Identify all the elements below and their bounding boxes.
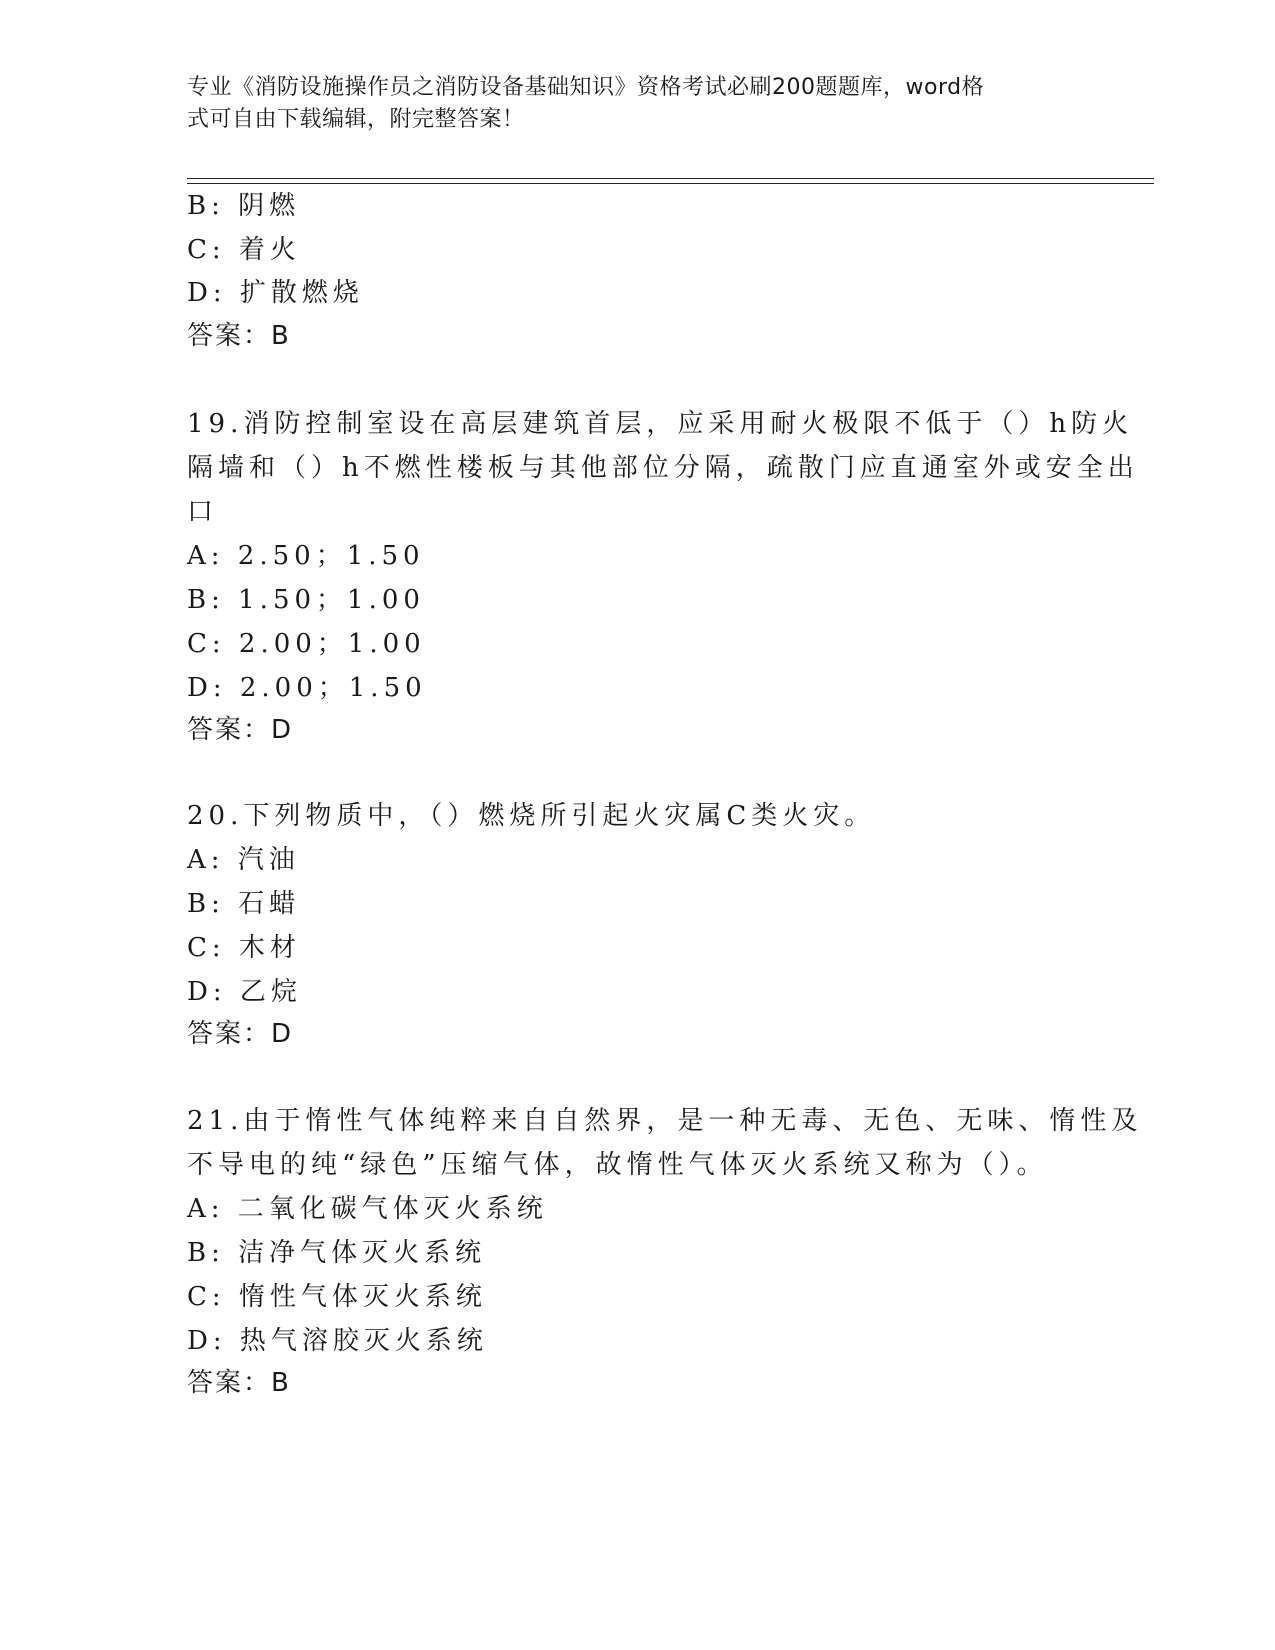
option-line: C: 惰性气体灭火系统 <box>187 1282 487 1312</box>
option-line: A: 汽油 <box>187 845 300 875</box>
option-line: D: 扩散燃烧 <box>187 278 364 308</box>
answer-line: 答案：D <box>187 715 294 745</box>
option-line: D: 乙烷 <box>187 977 302 1007</box>
option-line: D: 热气溶胶灭火系统 <box>187 1326 488 1356</box>
header-line-2: 式可自由下载编辑，附完整答案！ <box>187 107 525 132</box>
option-line: B: 阴燃 <box>187 191 301 221</box>
option-line: C: 着火 <box>187 235 301 265</box>
option-line: A: 二氧化碳气体灭火系统 <box>187 1194 548 1224</box>
option-line: C: 2.00；1.00 <box>187 629 426 659</box>
question-text: 口 <box>187 497 219 527</box>
option-line: D: 2.00；1.50 <box>187 673 427 703</box>
option-line: B: 洁净气体灭火系统 <box>187 1238 487 1268</box>
option-line: A: 2.50；1.50 <box>187 541 425 571</box>
header-divider-top <box>187 178 1154 179</box>
option-line: B: 1.50；1.00 <box>187 585 425 615</box>
header-line-1: 专业《消防设施操作员之消防设备基础知识》资格考试必刷200题题库，word格 <box>187 75 985 100</box>
header-divider-bottom <box>187 183 1154 184</box>
option-line: C: 木材 <box>187 933 301 963</box>
question-text: 21.由于惰性气体纯粹来自自然界，是一种无毒、无色、无味、惰性及 <box>187 1106 1143 1136</box>
question-text: 隔墙和（）h不燃性楼板与其他部位分隔，疏散门应直通室外或安全出 <box>187 453 1139 483</box>
question-text: 20.下列物质中，（）燃烧所引起火灾属C类火灾。 <box>187 801 876 831</box>
answer-line: 答案：B <box>187 1368 291 1398</box>
question-text: 19.消防控制室设在高层建筑首层，应采用耐火极限不低于（）h防火 <box>187 409 1134 439</box>
document-header <box>187 72 1067 136</box>
answer-line: 答案：D <box>187 1019 294 1049</box>
question-text: 不导电的纯“绿色”压缩气体，故惰性气体灭火系统又称为（）。 <box>187 1150 1048 1180</box>
answer-line: 答案：B <box>187 321 291 351</box>
option-line: B: 石蜡 <box>187 889 301 919</box>
